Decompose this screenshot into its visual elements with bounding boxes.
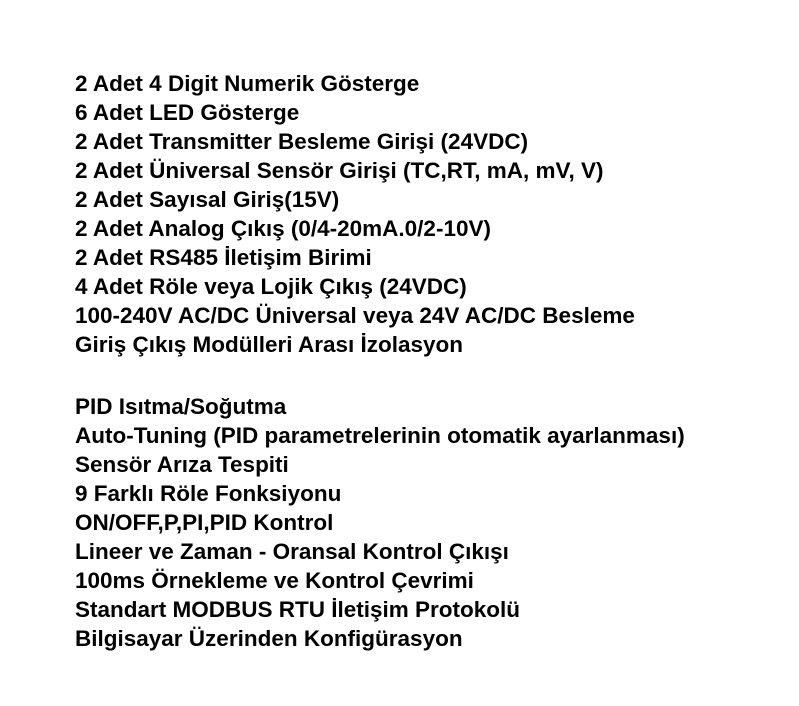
list-item: 2 Adet Transmitter Besleme Girişi (24VDC): [75, 129, 529, 154]
list-item: 4 Adet Röle veya Lojik Çıkış (24VDC): [75, 274, 467, 299]
list-item: Sensör Arıza Tespiti: [75, 452, 289, 477]
list-item: 6 Adet LED Gösterge: [75, 100, 300, 125]
list-item: Auto-Tuning (PID parametrelerinin otomatik ayarlanması): [75, 423, 685, 448]
list-item: 2 Adet 4 Digit Numerik Gösterge: [75, 71, 420, 96]
list-item: Bilgisayar Üzerinden Konfigürasyon: [75, 626, 463, 651]
software-feature-list: [75, 392, 795, 653]
section-spacer: [75, 359, 795, 392]
list-item: Lineer ve Zaman - Oransal Kontrol Çıkışı: [75, 539, 509, 564]
list-item: 2 Adet Sayısal Giriş(15V): [75, 187, 340, 212]
list-item: 100-240V AC/DC Üniversal veya 24V AC/DC Besleme: [75, 303, 635, 328]
list-item: 9 Farklı Röle Fonksiyonu: [75, 481, 342, 506]
list-item: 100ms Örnekleme ve Kontrol Çevrimi: [75, 568, 474, 593]
feature-document: [75, 69, 795, 653]
list-item: 2 Adet RS485 İletişim Birimi: [75, 245, 372, 270]
list-item: Giriş Çıkış Modülleri Arası İzolasyon: [75, 332, 464, 357]
list-item: PID Isıtma/Soğutma: [75, 394, 287, 419]
list-item: Standart MODBUS RTU İletişim Protokolü: [75, 597, 521, 622]
list-item: 2 Adet Üniversal Sensör Girişi (TC,RT, mA, mV, V): [75, 158, 604, 183]
list-item: ON/OFF,P,PI,PID Kontrol: [75, 510, 334, 535]
list-item: 2 Adet Analog Çıkış (0/4-20mA.0/2-10V): [75, 216, 491, 241]
hardware-feature-list: [75, 69, 795, 359]
